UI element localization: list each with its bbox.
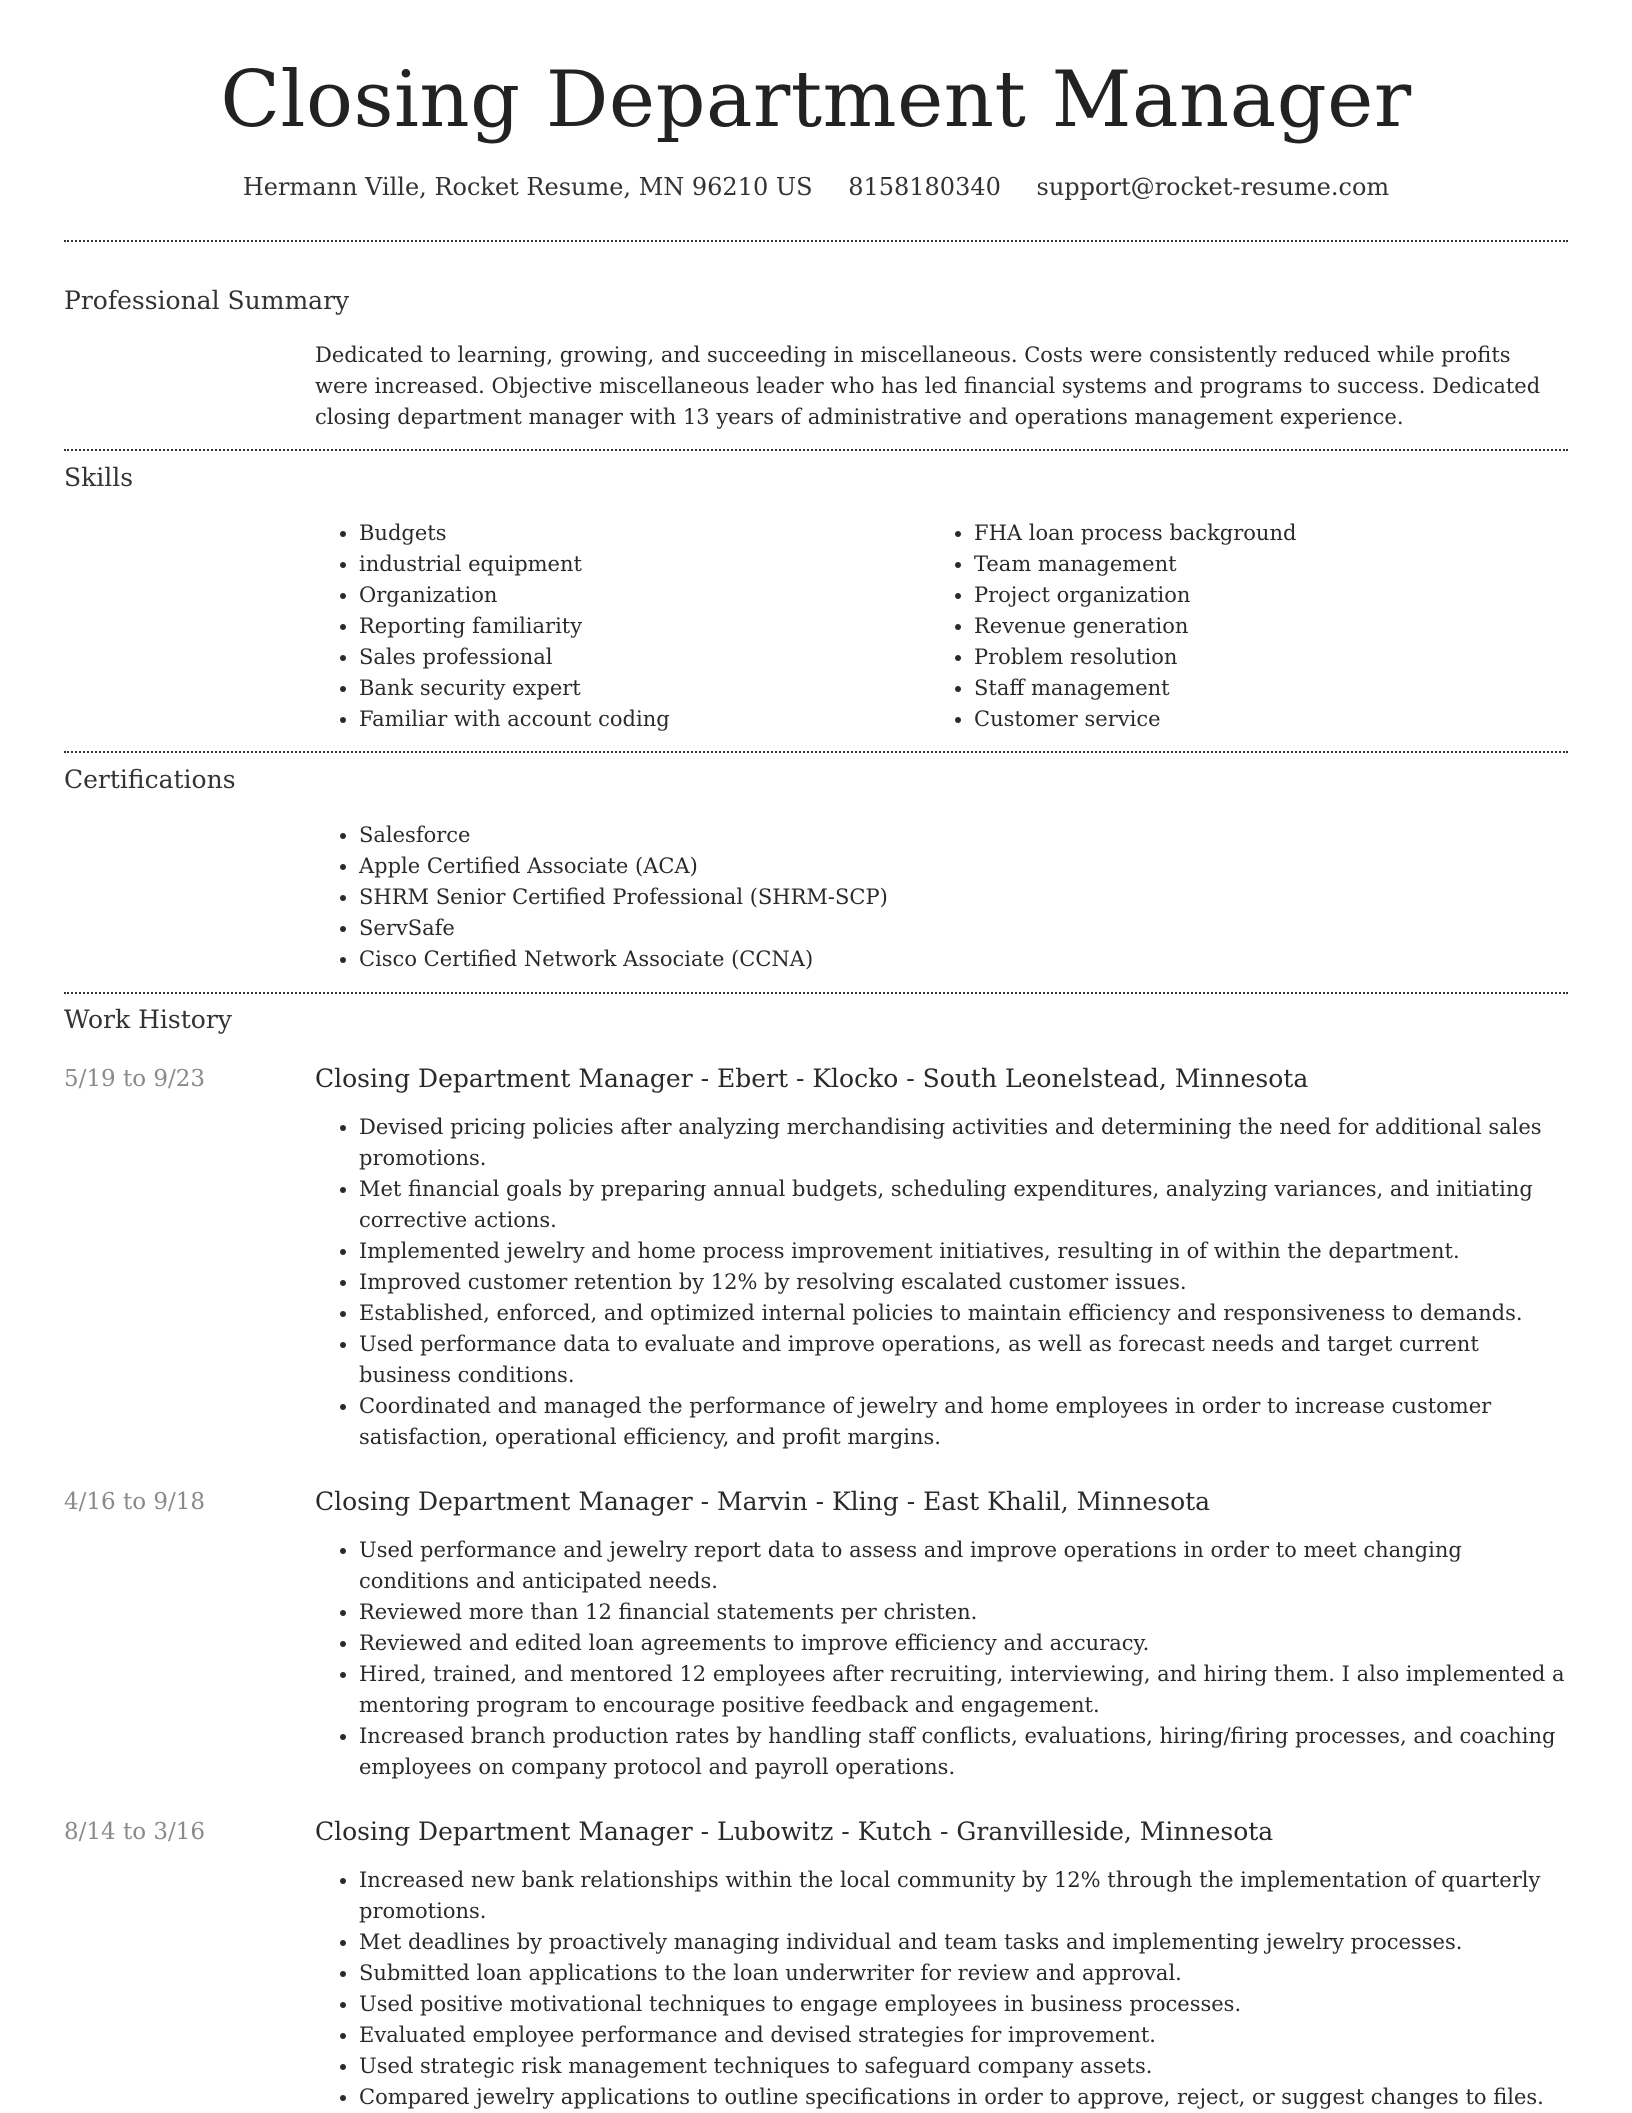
job-responsibilities [315,1112,1568,1453]
job-title: Closing Department Manager - Lubowitz - Kutch - Granvilleside, Minnesota [315,1817,1274,1846]
skills-column-right [930,518,1510,735]
contact-email: support@rocket-resume.com [1036,173,1390,201]
list-item: • ServSafe [359,913,1568,944]
list-item: • Met deadlines by proactively managing individual and team tasks and implementing jewelry processes. [359,1927,1568,1958]
list-item: • Reporting familiarity [359,611,895,642]
list-item: • Reviewed more than 12 financial statements per christen. [359,1597,1568,1628]
job-bullet-list [315,1112,1568,1453]
list-item: • Sales professional [359,642,895,673]
skills-heading: Skills [64,463,134,492]
list-item: • SHRM Senior Certified Professional (SHRM-SCP) [359,882,1568,913]
list-item: • Submitted loan applications to the loan underwriter for review and approval. [359,1958,1568,1989]
list-item: • Organization [359,580,895,611]
job-bullet-list [315,1535,1568,1783]
list-item: • Improved customer retention by 12% by resolving escalated customer issues. [359,1267,1568,1298]
list-item: • Increased branch production rates by handling staff conflicts, evaluations, hiring/firing processes, and coaching employees on company protocol and payroll operations. [359,1721,1568,1783]
list-item: • Staff management [974,673,1510,704]
list-item: • Implemented jewelry and home process improvement initiatives, resulting in of within the department. [359,1236,1568,1267]
summary-heading: Professional Summary [64,286,350,315]
work-history-heading: Work History [64,1005,232,1034]
list-item: • Evaluated employee performance and devised strategies for improvement. [359,2020,1568,2051]
job-date: 5/19 to 9/23 [64,1066,206,1092]
section-divider [64,751,1568,753]
contact-line [0,172,1632,202]
list-item: • Salesforce [359,820,1568,851]
list-item: • Reviewed and edited loan agreements to improve efficiency and accuracy. [359,1628,1568,1659]
list-item: • Project organization [974,580,1510,611]
list-item: • Hired, trained, and mentored 12 employees after recruiting, interviewing, and hiring them. I also implemented a mentoring program to encourage positive feedback and engagement. [359,1659,1568,1721]
job-title: Closing Department Manager - Marvin - Kling - East Khalil, Minnesota [315,1487,1211,1516]
list-item: • Revenue generation [974,611,1510,642]
job-responsibilities [315,1865,1568,2113]
job-bullet-list [315,1865,1568,2113]
summary-text: Dedicated to learning, growing, and succeeding in miscellaneous. Costs were consistently reduced while profits were increased. Objective miscellaneous leader who has led financial systems and programs to success. Dedicated closing department manager with 13 years of administrative and operations management experience. [315,343,1541,429]
section-divider [64,449,1568,451]
job-title: Closing Department Manager - Ebert - Klocko - South Leonelstead, Minnesota [315,1064,1309,1093]
list-item: • Met financial goals by preparing annual budgets, scheduling expenditures, analyzing variances, and initiating corrective actions. [359,1174,1568,1236]
resume-header [0,50,1632,202]
list-item: • Used performance data to evaluate and improve operations, as well as forecast needs and target current business conditions. [359,1329,1568,1391]
list-item: • industrial equipment [359,549,895,580]
list-item: • Used positive motivational techniques to engage employees in business processes. [359,1989,1568,2020]
list-item: • Familiar with account coding [359,704,895,735]
certifications-list [315,820,1568,975]
list-item: • Problem resolution [974,642,1510,673]
skills-list-right [930,518,1510,735]
summary-section [315,340,1568,433]
list-item: • Cisco Certified Network Associate (CCNA) [359,944,1568,975]
list-item: • Compared jewelry applications to outline specifications in order to approve, reject, or suggest changes to files. [359,2082,1568,2113]
list-item: • Used strategic risk management techniques to safeguard company assets. [359,2051,1568,2082]
section-divider [64,240,1568,242]
skills-column-left [315,518,895,735]
job-date: 4/16 to 9/18 [64,1489,206,1515]
list-item: • Customer service [974,704,1510,735]
skills-list-left [315,518,895,735]
certifications-heading: Certifications [64,765,236,794]
job-date: 8/14 to 3/16 [64,1819,206,1845]
list-item: • Bank security expert [359,673,895,704]
list-item: • Increased new bank relationships within the local community by 12% through the implementation of quarterly promotions. [359,1865,1568,1927]
list-item: • Coordinated and managed the performance of jewelry and home employees in order to increase customer satisfaction, operational efficiency, and profit margins. [359,1391,1568,1453]
job-responsibilities [315,1535,1568,1783]
list-item: • Devised pricing policies after analyzing merchandising activities and determining the need for additional sales promotions. [359,1112,1568,1174]
candidate-name: Closing Department Manager [220,55,1412,145]
list-item: • Used performance and jewelry report data to assess and improve operations in order to meet changing conditions and anticipated needs. [359,1535,1568,1597]
section-divider [64,992,1568,994]
skills-section [315,518,1568,738]
certifications-section [315,820,1568,975]
list-item: • Established, enforced, and optimized internal policies to maintain efficiency and responsiveness to demands. [359,1298,1568,1329]
contact-phone: 8158180340 [848,173,1001,201]
list-item: • FHA loan process background [974,518,1510,549]
list-item: • Apple Certified Associate (ACA) [359,851,1568,882]
list-item: • Team management [974,549,1510,580]
contact-address: Hermann Ville, Rocket Resume, MN 96210 US [242,173,813,201]
list-item: • Budgets [359,518,895,549]
